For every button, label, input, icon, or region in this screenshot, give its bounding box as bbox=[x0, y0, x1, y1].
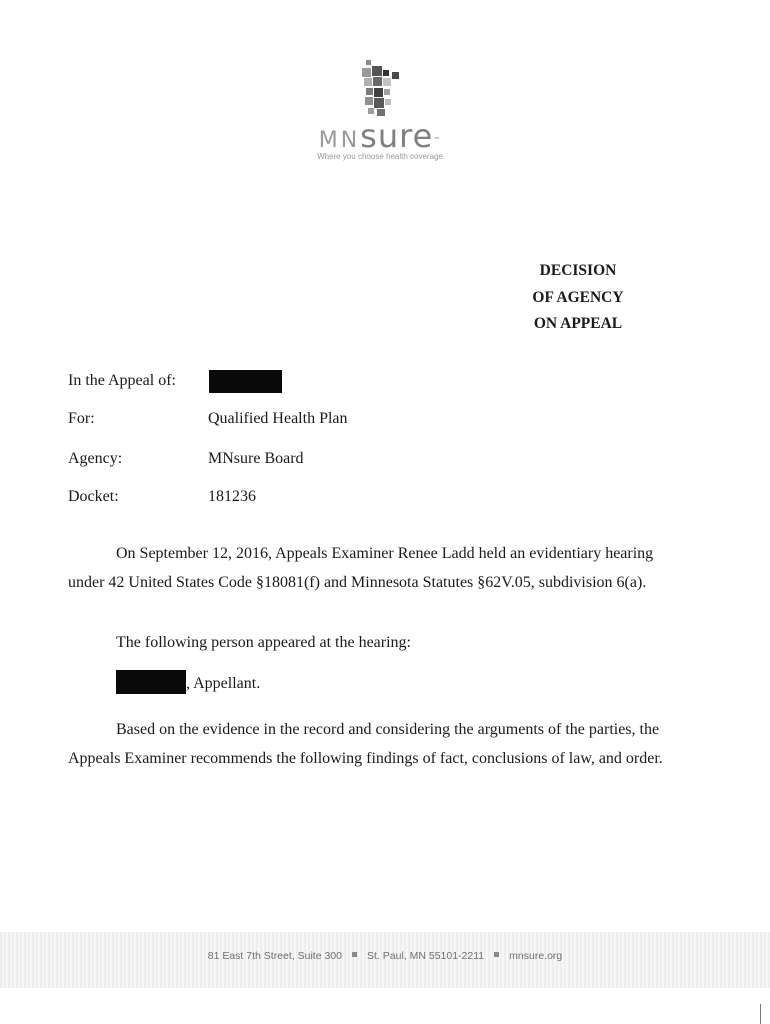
docket-value: 181236 bbox=[208, 488, 256, 505]
hearing-line-1: On September 12, 2016, Appeals Examiner Renee Ladd held an evidentiary hearing bbox=[116, 545, 654, 562]
agency-row bbox=[68, 447, 688, 471]
recommendation-paragraph bbox=[68, 716, 688, 773]
footer-website[interactable]: mnsure.org bbox=[509, 950, 563, 962]
footer-band bbox=[0, 932, 770, 988]
appearance-paragraph bbox=[68, 629, 688, 658]
agency-value: MNsure Board bbox=[208, 450, 304, 467]
mnsure-wordmark: MNsure™ bbox=[318, 117, 442, 155]
appeal-of-row bbox=[68, 369, 688, 393]
recommendation-line-1: Based on the evidence in the record and considering the arguments of the parties, the bbox=[116, 721, 660, 738]
appellant-suffix: , Appellant. bbox=[186, 675, 261, 692]
appearance-line: The following person appeared at the hearing: bbox=[116, 634, 411, 651]
appeal-of-label: In the Appeal of: bbox=[68, 372, 176, 389]
heading-line-1: DECISION bbox=[539, 262, 617, 279]
hearing-paragraph bbox=[68, 540, 688, 597]
heading-line-3: ON APPEAL bbox=[533, 315, 623, 332]
separator-icon bbox=[352, 952, 357, 957]
recommendation-line-2: Appeals Examiner recommends the following findings of fact, conclusions of law, and order. bbox=[68, 749, 663, 767]
logo-tagline: Where you choose health coverage bbox=[317, 152, 443, 161]
redacted-appellant bbox=[116, 670, 186, 694]
docket-label: Docket: bbox=[68, 488, 119, 505]
footer-contact bbox=[0, 950, 770, 962]
footer-address: 81 East 7th Street, Suite 300 bbox=[207, 950, 342, 962]
redacted-appellant-name bbox=[209, 370, 282, 393]
hearing-line-2: under 42 United States Code §18081(f) and Minnesota Statutes §62V.05, subdivision 6(a). bbox=[68, 573, 647, 591]
for-value: Qualified Health Plan bbox=[208, 410, 348, 427]
decision-heading bbox=[500, 258, 656, 338]
heading-line-2: OF AGENCY bbox=[532, 288, 624, 306]
appellant-line bbox=[116, 670, 260, 696]
for-label: For: bbox=[68, 410, 95, 427]
agency-label: Agency: bbox=[68, 450, 123, 467]
mnsure-mosaic-icon bbox=[352, 58, 412, 118]
mnsure-logo bbox=[290, 58, 470, 168]
page-edge-mark bbox=[760, 1004, 761, 1024]
footer-city: St. Paul, MN 55101-2211 bbox=[367, 950, 485, 962]
docket-row bbox=[68, 485, 688, 509]
for-row bbox=[68, 407, 688, 431]
separator-icon bbox=[494, 952, 499, 957]
